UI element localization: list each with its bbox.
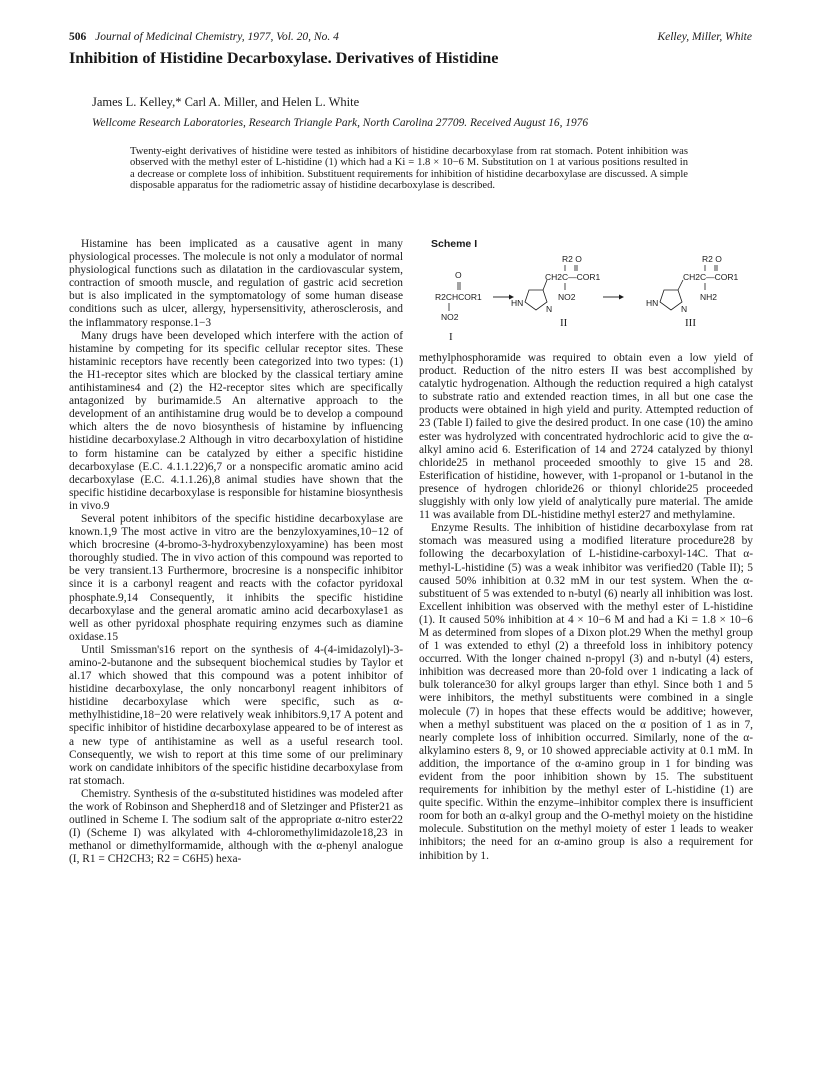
journal-citation: Journal of Medicinal Chemistry, 1977, Vol. 20, No. 4 bbox=[95, 31, 339, 43]
author-list: James L. Kelley,* Carl A. Miller, and Helen L. White bbox=[92, 95, 360, 109]
atom-NH2: NH2 bbox=[700, 292, 718, 302]
running-header bbox=[69, 31, 752, 45]
paragraph: methylphosphoramide was required to obtain even a low yield of product. Reduction of the nitro esters II was best accomplished by catalytic hydrogenation. Although the reduction required a high catalyst to substrate ratio and extended reaction times, in all but one case the products were obtained in high yield and purity. Attempted reduction of 23 (Table I) failed to give the desired product. In one case (10) the amino ester was hydrolyzed with concentrated hydrochloric acid to give the α-alkyl amino acid 6. Esterification of 14 and 2724 catalyzed by thionyl chloride25 in methanol proceeded smoothly to give 15 and 28. Esterification of histidine, however, with 1-propanol or 1-butanol in the presence of hydrogen chloride26 or thionyl chloride25 proceeded sluggishly with only low yield of analytically pure material. The amide 11 was available from DL-histidine methyl ester27 and methylamine. bbox=[419, 352, 753, 522]
atom-R2O: R2 O bbox=[702, 254, 722, 264]
article-title: Inhibition of Histidine Decarboxylase. Derivatives of Histidine bbox=[69, 49, 499, 67]
atom-N: N bbox=[681, 304, 688, 314]
running-authors: Kelley, Miller, White bbox=[657, 31, 752, 43]
paragraph: Histamine has been implicated as a causative agent in many physiological processes. The molecule is not only a modulator of normal physiological functions such as dilatation in the cardiovascular system, contraction of smooth muscle, and regulation of gastric acid secretion but is also implicated in the symptomatology of some human disease conditions such as ulcer, allergy, hypersensitivity, atherosclerosis, and the inflammatory response.1−3 bbox=[69, 238, 403, 329]
paragraph-chemistry: Chemistry. Synthesis of the α-substituted histidines was modeled after the work of Robinson and Shepherd18 and of Sletzinger and Pfister21 as outlined in Scheme I. The sodium salt of the appropriate α-nitro ester22 (I) (Scheme I) was alkylated with 4-chloromethylimidazole18,23 in methanol or dimethylformamide, although with the α-phenyl analogue (I, R1 = CH2CH3; R2 = C6H5) hexa- bbox=[69, 787, 403, 866]
atom-R2CHCOR1: R2CHCOR1 bbox=[435, 292, 482, 302]
scheme-label: Scheme I bbox=[431, 238, 478, 250]
left-column bbox=[69, 238, 403, 867]
paragraph-enzyme-results: Enzyme Results. The inhibition of histidine decarboxylase from rat stomach was measured using a modified literature procedure28 by following the decarboxylation of L-histidine-carboxyl-14C. That α-methyl-L-histidine (5) was a weak inhibitor was verified20 (Table II); 5 caused 50% inhibition at 0.32 mM in our test system. When the α-substituent of 5 was extended to n-butyl (6) nearly all inhibition was lost. Excellent inhibition was observed with the methyl ester of L-histidine (1). It caused 50% inhibition at 4 × 10−6 M and had a Ki = 1.8 × 10−6 M as determined from slopes of a Dixon plot.29 When the methyl group of 1 was extended to ethyl (2) a threefold loss in inhibitory potency occurred. With the longer chained n-propyl (3) and n-butyl (4) esters, inhibition was decreased more than 20-fold over 1 indicating a lack of bulk tolerance30 for alkyl groups larger than ethyl. Since both 1 and 5 were inhibitors, the methyl substituents were combined in a single molecule (7) in hopes that these effects would be additive; however, when a methyl substituent was placed on the α position of 1 as in 7, nearly complete loss of inhibition occurred. Similarly, none of the α-alkylamino esters 8, 9, or 10 showed appreciable activity at 0.1 mM. In addition, the importance of the α-amino group in 1 for binding was evident from the poor inhibition shown by 15. The substituent requirements for inhibition by the methyl ester of L-histidine (1) are quite specific. Within the enzyme–inhibitor complex there is insufficient room for both an α-alkyl group and the O-methyl moiety on the histidine molecule. Substitution on the methyl moiety of ester 1 leads to weaker inhibitors; the need for an α-amino group is also a requirement for inhibition by 1. bbox=[419, 522, 753, 862]
atom-HN: HN bbox=[646, 298, 659, 308]
atom-NO2: NO2 bbox=[441, 312, 459, 322]
paragraph: Many drugs have been developed which interfere with the action of histamine by competing for its specific cellular receptor sites. These histaminic receptors have recently been categorized into two types: (1) the H1-receptor sites which are blocked by the classical tertiary amine antihistamines4 and (2) the H2-receptor sites which are specifically antagonized by burimamide.5 An alternative approach to the development of an antihistamine drug would be to develop a compound which alters the de novo biosynthesis of histamine by influencing histidine decarboxylase.2 Although in vitro decarboxylation of histidine to form histamine can be catalyzed by either a specific histidine decarboxylase (E.C. 4.1.1.22)6,7 or a nonspecific aromatic amino acid decarboxylase (E.C. 4.1.1.26),8 animal studies have shown that the specific histidine decarboxylase is responsible for histamine biosynthesis in vivo.9 bbox=[69, 329, 403, 512]
affiliation: Wellcome Research Laboratories, Research Triangle Park, North Carolina 27709. Received August 16, 1976 bbox=[92, 117, 589, 129]
scheme-diagram bbox=[419, 250, 753, 348]
imidazole-ring bbox=[660, 290, 682, 310]
atom-R2O: R2 O bbox=[562, 254, 582, 264]
atom-NO2: NO2 bbox=[558, 292, 576, 302]
compound-label-I: I bbox=[449, 331, 453, 343]
compound-label-II: II bbox=[560, 317, 568, 329]
atom-HN: HN bbox=[511, 298, 524, 308]
right-column bbox=[419, 352, 753, 863]
abstract: Twenty-eight derivatives of histidine were tested as inhibitors of histidine decarboxylase from rat stomach. Potent inhibition was observed with the methyl ester of L-histidine (1) which had a Ki = 1.8 × 10−6 M. Substitution on 1 at various positions resulted in a decrease or complete loss of inhibition. Substituent requirements for inhibition of histidine decarboxylase are discussed. A simple disposable apparatus for the radiometric assay of histidine decarboxylase is described. bbox=[130, 146, 688, 192]
paragraph: Until Smissman's16 report on the synthesis of 4-(4-imidazolyl)-3-amino-2-butanone and the subsequent biochemical studies by Taylor et al.17 which showed that this compound was a potent inhibitor of histidine decarboxylase, the only noncarbonyl reagent inhibitors of histidine decarboxylase which were specific, such as α-methylhistidine,18−20 were relatively weak inhibitors.9,17 A potent and specific inhibitor of histidine decarboxylase appeared to be of interest as a new type of antihistamine as well as a useful research tool. Consequently, we wish to report at this time some of our preliminary work on candidate inhibitors of the specific histidine decarboxylase from rat stomach. bbox=[69, 643, 403, 787]
compound-label-III: III bbox=[685, 317, 696, 329]
atom-O: O bbox=[455, 270, 462, 280]
imidazole-ring bbox=[525, 290, 547, 310]
atom-CH2C-COR1: CH2C—COR1 bbox=[545, 272, 601, 282]
paragraph: Several potent inhibitors of the specific histidine decarboxylase are known.1,9 The most active in vitro are the benzyloxyamines,10−12 of which brocresine (4-bromo-3-hydroxybenzyloxyamine) has been most thoroughly studied. The in vivo action of this compound was reported to be very transient.13 Furthermore, brocresine is a nonspecific inhibitor since it is a carbonyl reagent and reacts with the cofactor pyridoxal phosphate.9,14 Consequently, it inhibits the specific histidine decarboxylase and the general aromatic amino acid decarboxylase1 as well as other pyridoxal phosphate requiring enzymes such as diamine oxidase.15 bbox=[69, 512, 403, 643]
page-number: 506 bbox=[69, 31, 87, 43]
atom-N: N bbox=[546, 304, 553, 314]
atom-CH2C-COR1: CH2C—COR1 bbox=[683, 272, 739, 282]
